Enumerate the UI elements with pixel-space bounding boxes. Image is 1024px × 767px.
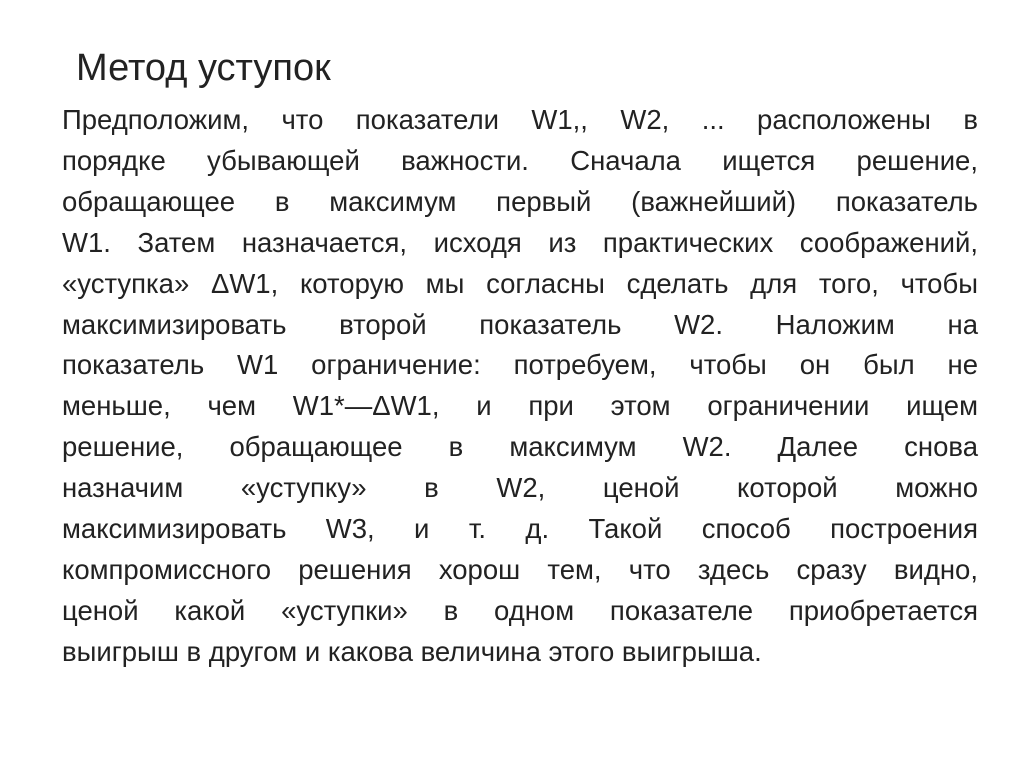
body-line: назначим «уступку» в W2, ценой которой можно — [62, 472, 978, 504]
slide-title: Метод уступок — [76, 47, 331, 89]
body-line: порядке убывающей важности. Сначала ищется решение, — [62, 144, 978, 176]
body-line: «уступка» ΔW1, которую мы согласны сделать для того, чтобы — [62, 267, 978, 299]
body-line: компромиссного решения хорош тем, что здесь сразу видно, — [62, 553, 978, 585]
body-line: решение, обращающее в максимум W2. Далее снова — [62, 431, 978, 463]
body-line: показатель W1 ограничение: потребуем, чтобы он был не — [62, 349, 978, 381]
body-line: выигрыш в другом и какова величина этого выигрыша. — [62, 635, 762, 667]
body-line: меньше, чем W1*—ΔW1, и при этом ограничении ищем — [62, 390, 978, 422]
slide-body-text — [62, 100, 978, 673]
body-line: ценой какой «уступки» в одном показателе приобретается — [62, 594, 978, 626]
body-line: обращающее в максимум первый (важнейший) показатель — [62, 185, 978, 217]
body-line: максимизировать второй показатель W2. Наложим на — [62, 308, 978, 340]
body-line: максимизировать W3, и т. д. Такой способ построения — [62, 513, 978, 545]
body-line: W1. Затем назначается, исходя из практических соображений, — [62, 226, 978, 258]
body-line: Предположим, что показатели W1,, W2, ... расположены в — [62, 104, 978, 135]
